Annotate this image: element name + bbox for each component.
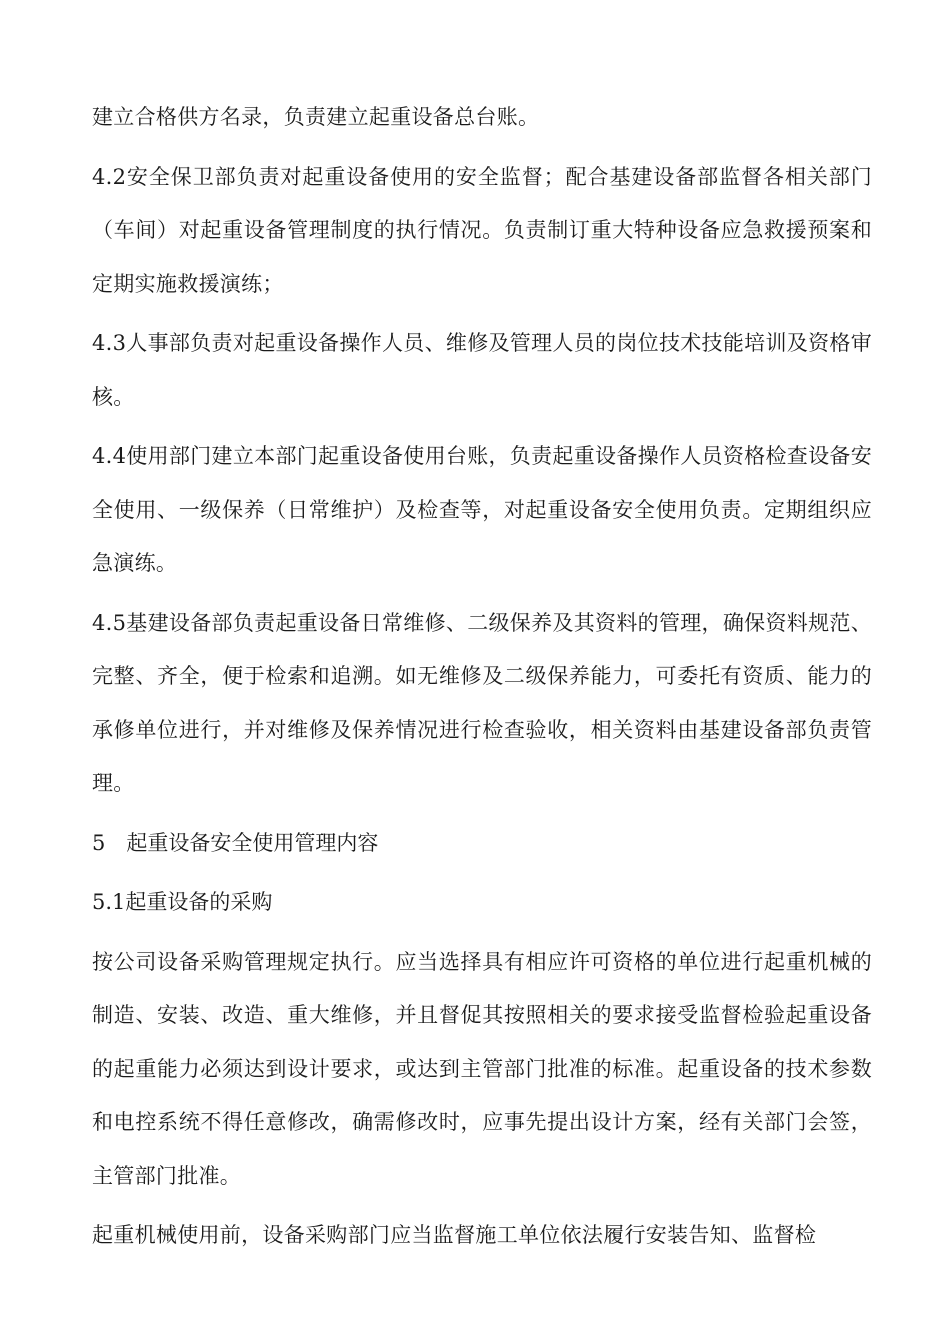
paragraph-4-1-continued: 建立合格供方名录，负责建立起重设备总台账。 (92, 105, 540, 129)
section-5-1-heading: 5.1起重设备的采购 (92, 890, 273, 914)
document-body (92, 91, 872, 1269)
paragraph-4-5: 4.5基建设备部负责起重设备日常维修、二级保养及其资料的管理，确保资料规范、完整、齐全，便于检索和追溯。如无维修及二级保养能力，可委托有资质、能力的承修单位进行，并对维修及保养情况进行检查验收，相关资料由基建设备部负责管理。 (92, 610, 872, 795)
paragraph-5-1-before-use: 起重机械使用前，设备采购部门应当监督施工单位依法履行安装告知、监督检 (92, 1223, 817, 1247)
paragraph-4-2: 4.2安全保卫部负责对起重设备使用的安全监督；配合基建设备部监督各相关部门（车间）对起重设备管理制度的执行情况。负责制订重大特种设备应急救援预案和定期实施救援演练； (92, 164, 872, 296)
section-5-heading: 5 起重设备安全使用管理内容 (92, 830, 379, 855)
paragraph-5-1-procurement: 按公司设备采购管理规定执行。应当选择具有相应许可资格的单位进行起重机械的制造、安装、改造、重大维修，并且督促其按照相关的要求接受监督检验起重设备的起重能力必须达到设计要求，或达到主管部门批准的标准。起重设备的技术参数和电控系统不得任意修改，确需修改时，应事先提出设计方案，经有关部门会签，主管部门批准。 (92, 949, 872, 1188)
paragraph-4-3: 4.3人事部负责对起重设备操作人员、维修及管理人员的岗位技术技能培训及资格审核。 (92, 331, 872, 409)
paragraph-4-4: 4.4使用部门建立本部门起重设备使用台账，负责起重设备操作人员资格检查设备安全使用、一级保养（日常维护）及检查等，对起重设备安全使用负责。定期组织应急演练。 (92, 444, 872, 575)
